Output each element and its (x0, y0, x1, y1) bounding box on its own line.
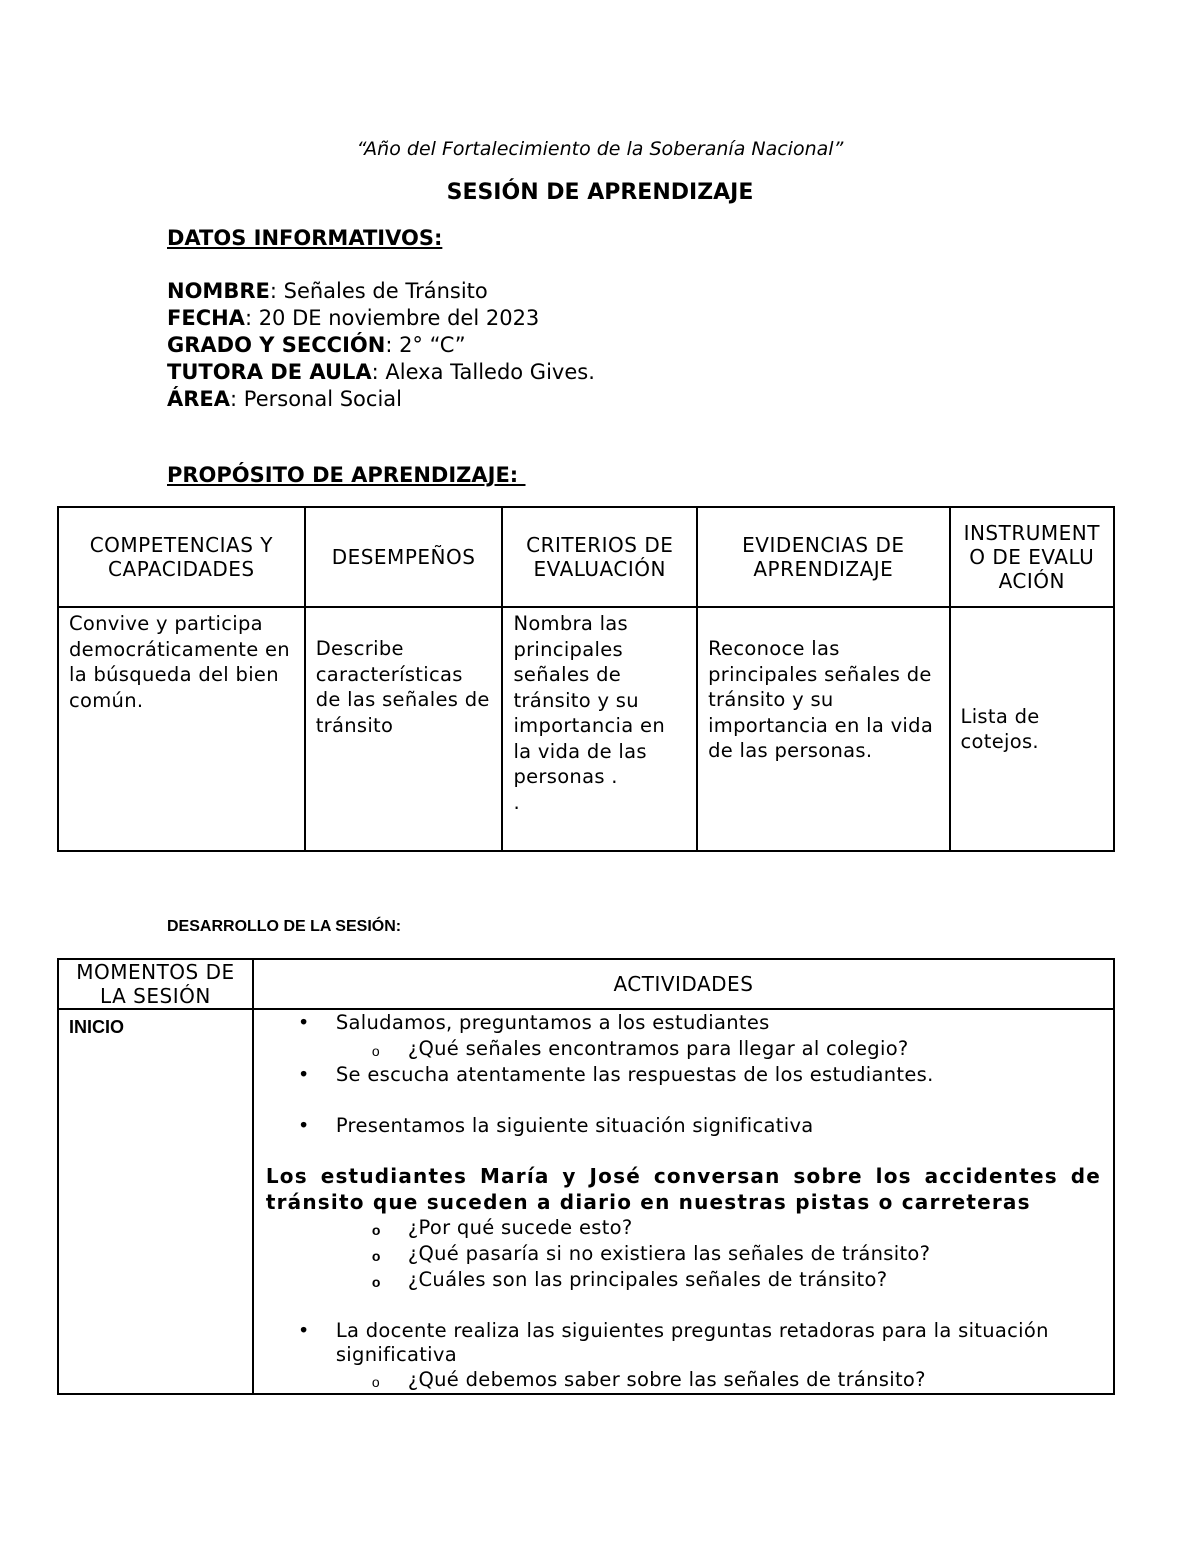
bullet-text: Saludamos, preguntamos a los estudiantes (335, 1011, 770, 1034)
bullet-text: La docente realiza las siguientes preguntas retadoras para la situación significativa (335, 1319, 1049, 1366)
document-title: SESIÓN DE APRENDIZAJE (446, 180, 754, 205)
circle-bullet-icon: o (371, 1222, 381, 1238)
list-item (266, 1113, 1101, 1139)
grado-label: GRADO Y SECCIÓN (167, 333, 386, 357)
nombre-value: : Señales de Tránsito (269, 279, 488, 303)
grado-value: : 2° “C” (385, 333, 466, 357)
list-item (266, 1215, 1101, 1241)
bullet-icon: • (297, 1011, 310, 1034)
cell-instrumento: Lista de cotejos. (950, 607, 1114, 851)
desarrollo-heading: DESARROLLO DE LA SESIÓN: (167, 918, 402, 935)
cell-competencias: Convive y participa democráticamente en la búsqueda del bien común. (58, 607, 305, 851)
list-item (266, 1036, 1101, 1062)
header-instrumento: INSTRUMENTO DE EVALUACIÓN (950, 507, 1114, 607)
bullet-icon: • (297, 1114, 310, 1137)
proposito-data-row (58, 607, 1114, 851)
inicio-activities (253, 1009, 1114, 1394)
fecha-label: FECHA (167, 306, 245, 330)
cell-evidencias: Reconoce las principales señales de tránsito y su importancia en la vida de las personas. (697, 607, 949, 851)
bullet-text: Se escucha atentamente las respuestas de los estudiantes. (335, 1063, 934, 1086)
circle-bullet-icon: o (371, 1043, 380, 1059)
area-value: : Personal Social (230, 387, 402, 411)
sub-bullet-text: ¿Por qué sucede esto? (407, 1216, 633, 1239)
fecha-line (167, 305, 595, 332)
situacion-significativa: Los estudiantes María y José conversan sobre los accidentes de tránsito que suceden a diario en nuestras pistas o carreteras (265, 1164, 1101, 1214)
circle-bullet-icon: o (371, 1248, 381, 1264)
datos-informativos (167, 278, 595, 413)
sub-bullet-text: ¿Cuáles son las principales señales de tránsito? (407, 1268, 888, 1291)
bullet-text: Presentamos la siguiente situación significativa (335, 1114, 814, 1137)
tutora-line (167, 359, 595, 386)
proposito-header-row (58, 507, 1114, 607)
circle-bullet-icon: o (371, 1274, 381, 1290)
list-item (266, 1010, 1101, 1036)
list-item (266, 1062, 1101, 1088)
desarrollo-header-row (58, 959, 1114, 1009)
header-criterios: CRITERIOS DE EVALUACIÓN (502, 507, 697, 607)
desarrollo-table (57, 958, 1115, 1395)
list-item (266, 1241, 1101, 1267)
tutora-label: TUTORA DE AULA (167, 360, 372, 384)
sub-bullet-text: ¿Qué debemos saber sobre las señales de tránsito? (407, 1368, 926, 1391)
criterios-text: Nombra las principales señales de tránsito y su importancia en la vida de las personas . (513, 612, 665, 788)
header-momentos: MOMENTOS DE LA SESIÓN (58, 959, 253, 1009)
header-competencias: COMPETENCIAS Y CAPACIDADES (58, 507, 305, 607)
moment-inicio: INICIO (58, 1009, 253, 1394)
header-desempenos: DESEMPEÑOS (305, 507, 503, 607)
cell-desempenos: Describe características de las señales de tránsito (305, 607, 503, 851)
desarrollo-inicio-row (58, 1009, 1114, 1394)
tutora-value: : Alexa Talledo Gives. (371, 360, 595, 384)
criterios-extra: . (513, 790, 520, 814)
grado-line (167, 332, 595, 359)
list-item (266, 1267, 1101, 1293)
proposito-table (57, 506, 1115, 852)
header-actividades: ACTIVIDADES (253, 959, 1114, 1009)
sub-bullet-text: ¿Qué señales encontramos para llegar al colegio? (407, 1037, 909, 1060)
fecha-value: : 20 DE noviembre del 2023 (244, 306, 540, 330)
datos-heading: DATOS INFORMATIVOS: (167, 226, 443, 250)
header-evidencias: EVIDENCIAS DE APRENDIZAJE (697, 507, 949, 607)
sub-bullet-text: ¿Qué pasaría si no existiera las señales de tránsito? (407, 1242, 931, 1265)
cell-criterios (502, 607, 697, 851)
area-label: ÁREA (167, 387, 231, 411)
area-line (167, 386, 595, 413)
nombre-line (167, 278, 595, 305)
list-item (266, 1367, 1101, 1393)
bullet-icon: • (297, 1319, 310, 1342)
circle-bullet-icon: o (371, 1374, 380, 1390)
nombre-label: NOMBRE (167, 279, 270, 303)
bullet-icon: • (297, 1063, 310, 1086)
document-motto: “Año del Fortalecimiento de la Soberanía Nacional” (356, 138, 844, 160)
proposito-heading: PROPÓSITO DE APRENDIZAJE: (167, 463, 526, 487)
list-item (266, 1319, 1101, 1367)
